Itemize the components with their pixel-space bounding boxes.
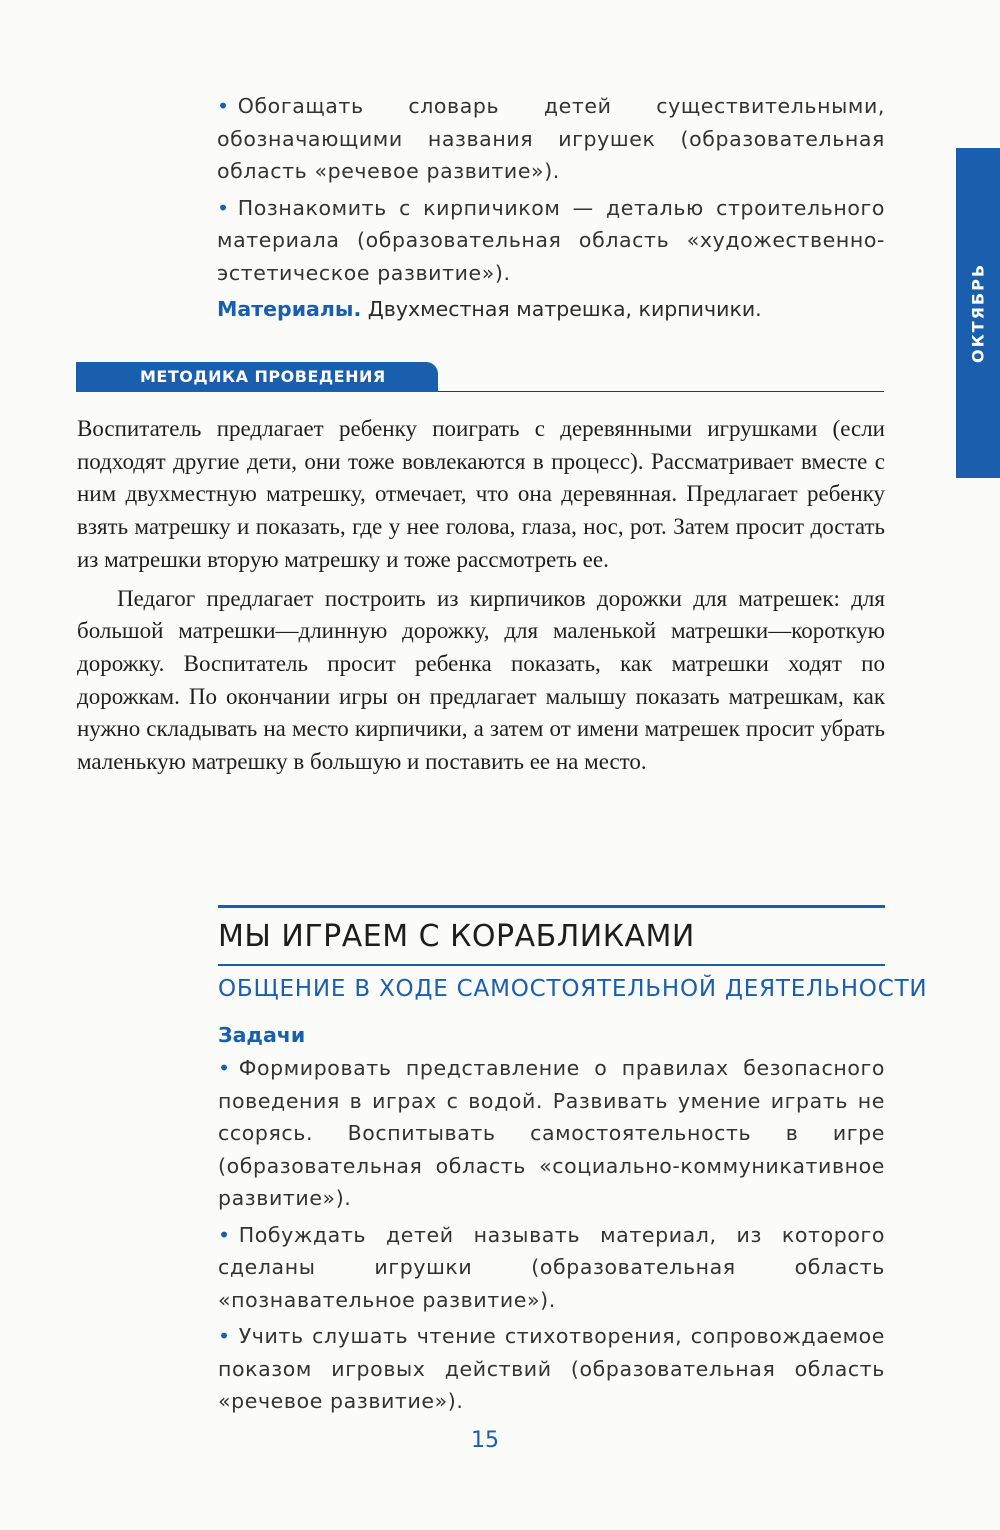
list-item: • Обогащать словарь детей существительными, обозначающими названия игрушек (образовательная область «речевое развитие»). <box>217 94 885 183</box>
section2-tasks-list <box>218 1052 885 1422</box>
body-paragraph: Воспитатель предлагает ребенку поиграть с деревянными игрушками (если подходят другие дети, они тоже вовлекаются в процесс). Рассматривает вместе с ним двухместную матрешку, отмечает, что она деревянная. Предлагает ребенку взять матрешку и показать, где у нее голова, глаза, нос, рот. Затем просит достать из матрешки вторую матрешку и тоже рассмотреть ее. <box>77 416 885 572</box>
method-header-label: МЕТОДИКА ПРОВЕДЕНИЯ <box>140 367 386 386</box>
materials-line <box>217 293 885 325</box>
bullet-icon: • <box>218 1324 231 1348</box>
list-item: • Побуждать детей называть материал, из которого сделаны игрушки (образовательная область «познавательное развитие»). <box>218 1222 885 1312</box>
list-item: • Формировать представление о правилах безопасного поведения в играх с водой. Развивать умение играть не ссорясь. Воспитывать самостоятельность в игре (образовательная область «социально-коммуникативное развитие»). <box>218 1056 885 1210</box>
page-number: 15 <box>471 1428 499 1453</box>
method-body <box>77 413 885 785</box>
divider <box>218 905 885 908</box>
month-label: ОКТЯБРЬ <box>968 262 988 364</box>
bullet-icon: • <box>217 94 230 118</box>
method-header-bar <box>76 362 438 392</box>
bullet-icon: • <box>217 195 230 220</box>
divider <box>218 964 885 966</box>
materials-label: Материалы. <box>217 297 362 321</box>
section-title: МЫ ИГРАЕМ С КОРАБЛИКАМИ <box>218 919 695 954</box>
bullet-icon: • <box>218 1222 231 1247</box>
bullet-icon: • <box>218 1056 231 1080</box>
list-item: • Познакомить с кирпичиком — деталью строительного материала (образовательная область «художественно-эстетическое развитие»). <box>217 195 885 285</box>
divider <box>438 391 884 392</box>
top-tasks-list <box>217 90 885 325</box>
tasks-heading: Задачи <box>218 1023 306 1047</box>
method-section-header <box>76 362 884 394</box>
section-subtitle: ОБЩЕНИЕ В ХОДЕ САМОСТОЯТЕЛЬНОЙ ДЕЯТЕЛЬНОСТИ <box>218 976 928 1002</box>
materials-text: Двухместная матрешка, кирпичики. <box>367 297 762 321</box>
list-item: • Учить слушать чтение стихотворения, сопровождаемое показом игровых действий (образовательная область «речевое развитие»). <box>218 1324 885 1413</box>
month-side-tab <box>956 148 1000 478</box>
body-paragraph: Педагог предлагает построить из кирпичиков дорожки для матрешек: для большой матрешки—длинную дорожку, для маленькой матрешки—короткую дорожку. Воспитатель просит ребенка показать, как матрешки ходят по дорожкам. По окончании игры он предлагает малышу показать матрешкам, как нужно складывать на место кирпичики, а затем от имени матрешек просит убрать маленькую матрешку в большую и поставить ее на место. <box>77 585 885 775</box>
